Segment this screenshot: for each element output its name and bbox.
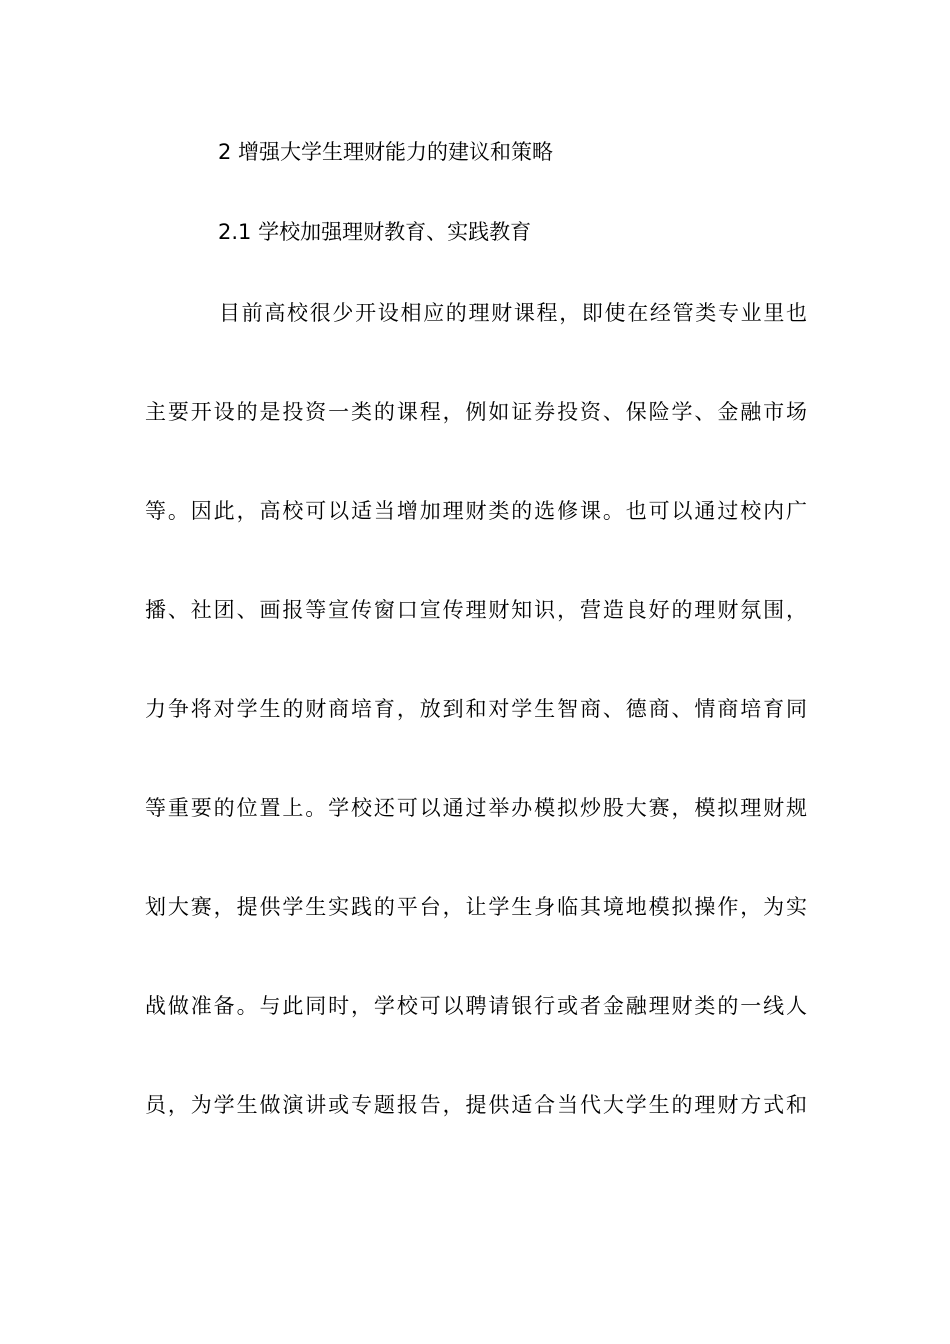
paragraph-line: 等重要的位置上。学校还可以通过举办模拟炒股大赛，模拟理财规 xyxy=(145,796,807,820)
subsection-heading: 2.1 学校加强理财教育、实践教育 xyxy=(218,220,532,244)
paragraph-line: 划大赛，提供学生实践的平台，让学生身临其境地模拟操作，为实 xyxy=(145,895,807,919)
section-heading: 2 增强大学生理财能力的建议和策略 xyxy=(218,140,554,164)
paragraph-line: 员，为学生做演讲或专题报告，提供适合当代大学生的理财方式和 xyxy=(145,1093,807,1117)
paragraph-line: 等。因此，高校可以适当增加理财类的选修课。也可以通过校内广 xyxy=(145,499,807,523)
paragraph-line: 播、社团、画报等宣传窗口宣传理财知识，营造良好的理财氛围， xyxy=(145,598,807,622)
paragraph-line: 力争将对学生的财商培育，放到和对学生智商、德商、情商培育同 xyxy=(145,697,807,721)
paragraph-line: 目前高校很少开设相应的理财课程，即使在经管类专业里也 xyxy=(219,301,807,325)
paragraph-line: 主要开设的是投资一类的课程，例如证券投资、保险学、金融市场 xyxy=(145,400,807,424)
paragraph-line: 战做准备。与此同时，学校可以聘请银行或者金融理财类的一线人 xyxy=(145,994,807,1018)
